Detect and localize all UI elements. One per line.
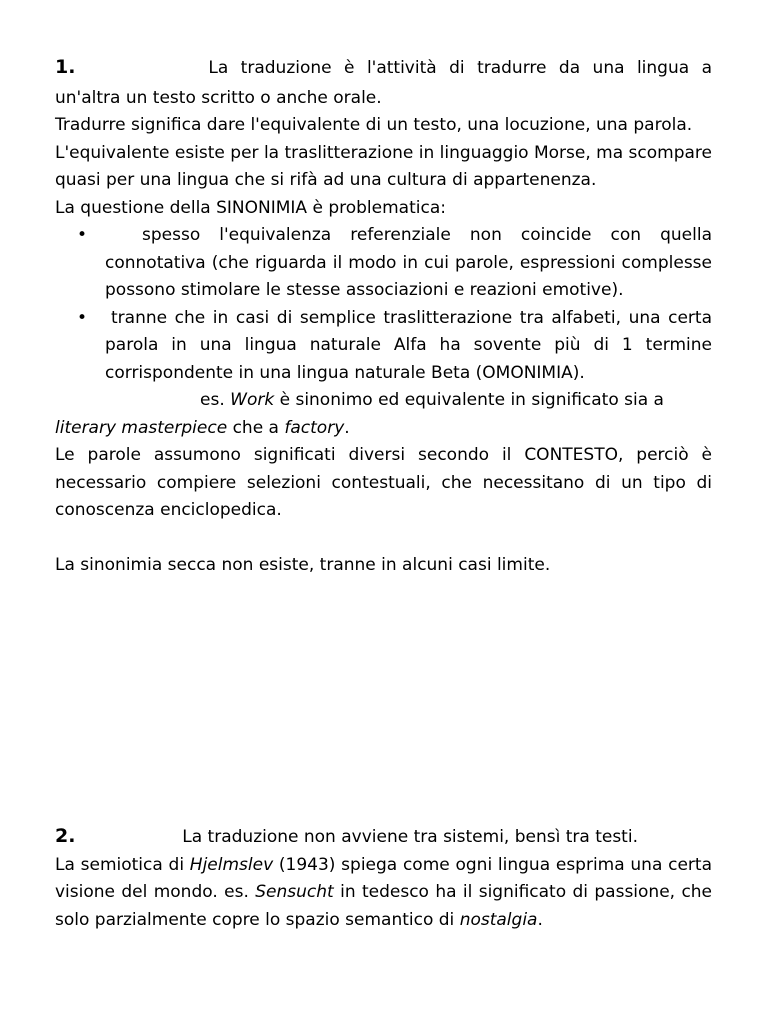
paragraph bbox=[55, 852, 712, 935]
section-1-heading-text: La traduzione è l'attività di tradurre da una lingua a bbox=[208, 58, 713, 78]
section-1 bbox=[55, 54, 712, 579]
paragraph: Le parole assumono significati diversi secondo il CONTESTO, perciò è necessario compiere selezioni contestuali, che necessitano di un tipo di conoscenza enciclopedica. bbox=[55, 445, 712, 520]
bullet-icon: • bbox=[77, 307, 88, 328]
paragraph: L'equivalente esiste per la traslitterazione in linguaggio Morse, ma scompare quasi per una lingua che si rifà ad una cultura di appartenenza. bbox=[55, 142, 712, 190]
example-meanings bbox=[55, 415, 712, 443]
list-item-text: tranne che in casi di semplice traslitterazione tra alfabeti, una certa parola in una lingua naturale Alfa ha sovente più di 1 termine corrispondente in una lingua naturale Beta (OMONIMIA). bbox=[105, 307, 712, 383]
example-line bbox=[55, 387, 712, 415]
section-1-heading bbox=[55, 54, 712, 83]
example-meaning-1: literary masterpiece bbox=[55, 417, 228, 438]
example-prefix: es. bbox=[200, 390, 225, 410]
paragraph: Tradurre significa dare l'equivalente di un testo, una locuzione, una parola. bbox=[55, 115, 693, 135]
example-conj: che a bbox=[232, 417, 279, 438]
example-word: Sensucht bbox=[255, 882, 334, 902]
example-end: . bbox=[344, 417, 350, 438]
section-number: 2. bbox=[55, 825, 76, 847]
list-item bbox=[55, 222, 712, 305]
paragraph: La questione della SINONIMIA è problematica: bbox=[55, 197, 446, 218]
text-run: in tedesco ha il significato di passione, che solo parzialmente copre lo spazio semantico di bbox=[55, 882, 713, 930]
list-item bbox=[55, 305, 712, 388]
section-1-heading-continued: un'altra un testo scritto o anche orale. bbox=[55, 87, 382, 108]
author-name: Hjelmslev bbox=[189, 854, 274, 875]
section-number: 1. bbox=[55, 56, 76, 78]
paragraph: La sinonimia secca non esiste, tranne in alcuni casi limite. bbox=[55, 554, 551, 575]
text-run: La semiotica di bbox=[55, 854, 185, 875]
example-word: Work bbox=[230, 390, 275, 410]
list-item-text: spesso l'equivalenza referenziale non coincide con quella connotativa (che riguarda il modo in cui parole, espressioni complesse possono stimolare le stesse associazioni e reazioni emotive). bbox=[105, 225, 712, 300]
bullet-icon: • bbox=[77, 225, 88, 245]
example-text: è sinonimo ed equivalente in significato sia a bbox=[279, 390, 664, 410]
text-run: . bbox=[537, 909, 543, 930]
example-meaning-2: factory bbox=[284, 417, 345, 438]
section-2 bbox=[55, 823, 712, 934]
section-2-heading bbox=[55, 823, 712, 852]
section-2-heading-text: La traduzione non avviene tra sistemi, bensì tra testi. bbox=[182, 827, 638, 847]
text-run: (1943) spiega come ogni lingua esprima una certa visione del mondo. es. bbox=[55, 854, 712, 902]
bullet-list bbox=[55, 222, 712, 387]
example-word: nostalgia bbox=[459, 909, 538, 930]
